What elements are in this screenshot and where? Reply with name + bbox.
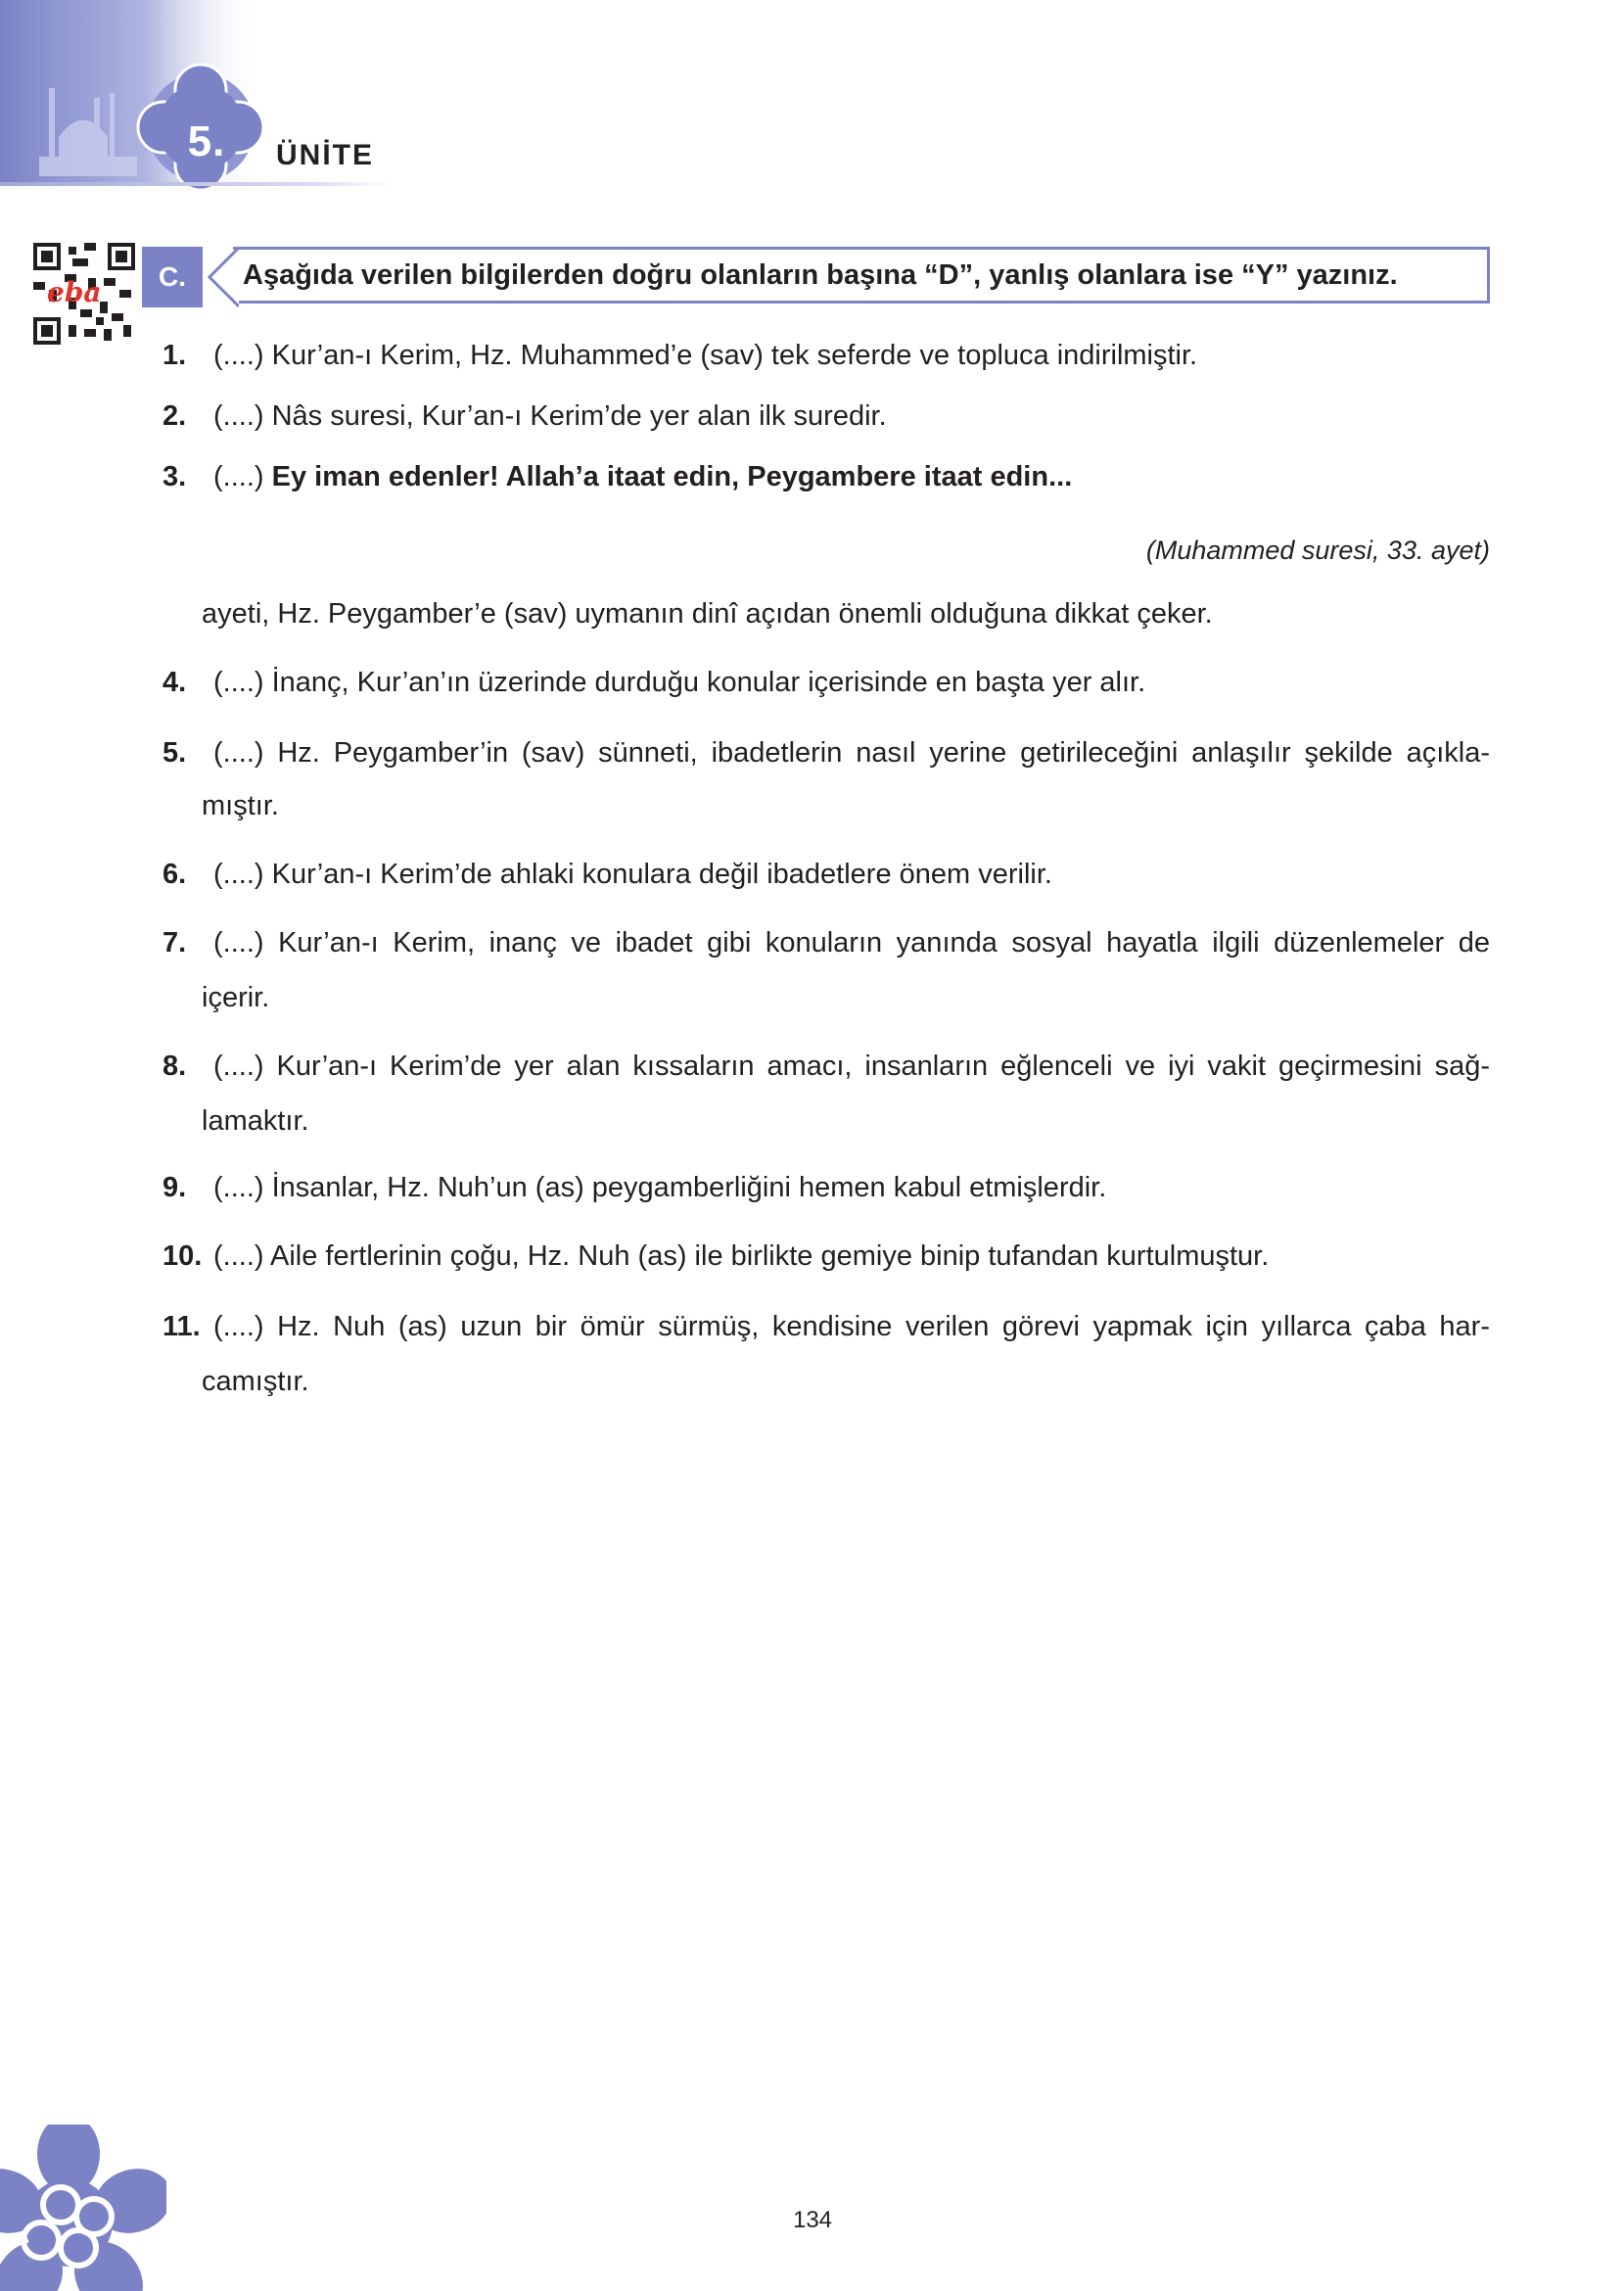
- unit-number: 5.: [187, 117, 226, 165]
- section-letter: C.: [142, 247, 203, 307]
- list-item: [162, 848, 1490, 901]
- list-item: [162, 656, 1490, 709]
- item-number: 5.: [162, 737, 187, 769]
- item-continuation: içerir.: [202, 982, 270, 1013]
- list-item: [162, 1040, 1490, 1093]
- list-item: [162, 329, 1490, 382]
- header-divider: [0, 182, 392, 186]
- citation: (Muhammed suresi, 33. ayet): [1145, 536, 1490, 565]
- item-quote: Ey iman edenler! Allah’a itaat edin, Peygambere itaat edin...: [271, 461, 1073, 492]
- item-number: 8.: [162, 1051, 187, 1082]
- instruction-arrow-icon: [196, 247, 239, 309]
- item-text: (....) Kur’an-ı Kerim, Hz. Muhammed’e (sav) tek seferde ve topluca indirilmiştir.: [213, 340, 1198, 371]
- item-text: (....) Hz. Peygamber’in (sav) sünneti, ibadetlerin nasıl yerine getirileceğini anlaşılır şekilde açıkla-: [213, 737, 1490, 769]
- item-number: 3.: [162, 461, 187, 492]
- floral-ornament-icon: [0, 2125, 166, 2291]
- item-number: 4.: [162, 667, 187, 698]
- list-item: [162, 450, 1490, 503]
- item-continuation: mıştır.: [202, 790, 279, 821]
- item-text: (....) Kur’an-ı Kerim’de ahlaki konulara değil ibadetlere önem verilir.: [213, 859, 1052, 890]
- item-text: (....) İnanç, Kur’an’ın üzerinde durduğu konular içerisinde en başta yer alır.: [213, 667, 1146, 698]
- instruction-text: Aşağıda verilen bilgilerden doğru olanların başına “D”, yanlış olanlara ise “Y” yazınız.: [243, 258, 1398, 291]
- list-item: [162, 726, 1490, 779]
- page-number: 134: [792, 2207, 833, 2233]
- list-item: [162, 1161, 1490, 1214]
- item-number: 9.: [162, 1172, 187, 1203]
- item-text: (....) Aile fertlerinin çoğu, Hz. Nuh (as) ile birlikte gemiye binip tufandan kurtulmuştur.: [213, 1240, 1270, 1272]
- item-text: (....) İnsanlar, Hz. Nuh’un (as) peygamberliğini hemen kabul etmişlerdir.: [213, 1172, 1107, 1203]
- unit-label: ÜNİTE: [276, 139, 374, 171]
- item-number: 7.: [162, 927, 187, 958]
- item-number: 2.: [162, 400, 187, 432]
- qr-brand-label: eba: [47, 276, 102, 308]
- list-item: [162, 916, 1490, 969]
- list-item: [162, 1300, 1490, 1353]
- item-number: 6.: [162, 859, 187, 890]
- item-blank: (....): [213, 461, 264, 492]
- item-text: (....) Hz. Nuh (as) uzun bir ömür sürmüş, kendisine verilen görevi yapmak için yıllarca çaba har-: [213, 1311, 1490, 1342]
- instruction-box: [233, 247, 1490, 304]
- item-number: 10.: [162, 1240, 203, 1272]
- item-continuation: lamaktır.: [202, 1105, 309, 1137]
- list-item: [162, 390, 1490, 443]
- item-text: (....) Kur’an-ı Kerim’de yer alan kıssaların amacı, insanların eğlenceli ve iyi vakit geçirmesini sağ-: [213, 1051, 1490, 1082]
- item-text: (....) Nâs suresi, Kur’an-ı Kerim’de yer alan ilk suredir.: [213, 400, 887, 432]
- item-number: 1.: [162, 340, 187, 371]
- item-text: (....) Kur’an-ı Kerim, inanç ve ibadet gibi konuların yanında sosyal hayatla ilgili düzenlemeler de: [213, 927, 1490, 958]
- list-item: [162, 1230, 1490, 1283]
- item-number: 11.: [162, 1311, 201, 1342]
- item-continuation: camıştır.: [202, 1366, 309, 1397]
- item-continuation: ayeti, Hz. Peygamber’e (sav) uymanın dinî açıdan önemli olduğuna dikkat çeker.: [202, 598, 1213, 630]
